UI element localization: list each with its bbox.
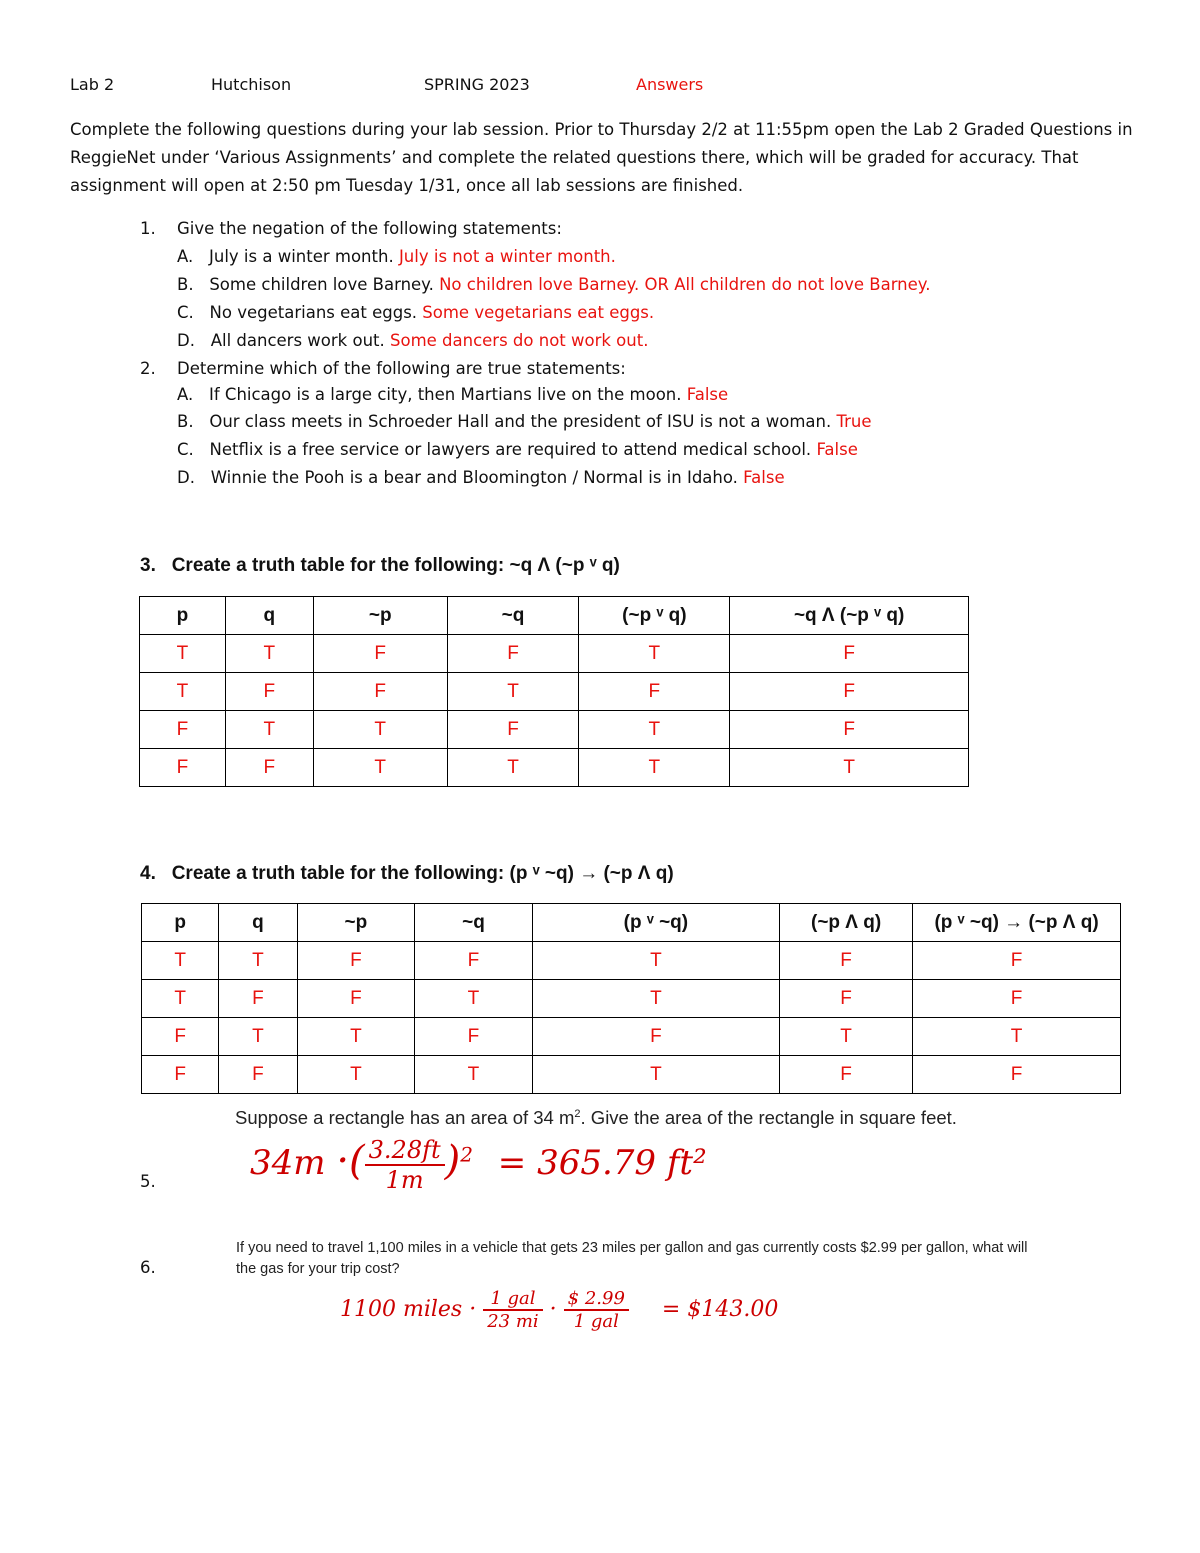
table-row (142, 1018, 1121, 1056)
q4-title (140, 863, 674, 885)
q2-a-letter: A. (177, 385, 194, 404)
table-cell: F (140, 711, 226, 749)
q2-d-letter: D. (177, 468, 195, 487)
table-cell: T (297, 1018, 415, 1056)
table-cell: F (225, 673, 313, 711)
table-cell: F (730, 711, 969, 749)
q2-d-statement: Winnie the Pooh is a bear and Bloomington / Normal is in Idaho. (210, 468, 738, 487)
q2-item-c (177, 440, 858, 459)
table-cell: F (913, 980, 1121, 1018)
instructor-name: Hutchison (211, 75, 292, 94)
answers-label: Answers (636, 75, 704, 94)
header-cell: ~q (415, 904, 533, 942)
table-cell: F (225, 749, 313, 787)
table-cell: F (313, 673, 447, 711)
table-cell: T (142, 980, 219, 1018)
q1-item-a (177, 247, 616, 266)
table-cell: T (225, 635, 313, 673)
table-cell: T (730, 749, 969, 787)
q1-b-letter: B. (177, 275, 194, 294)
table-cell: T (579, 711, 730, 749)
q1-b-statement: Some children love Barney. (209, 275, 434, 294)
q2-a-answer: False (686, 385, 729, 404)
table-cell: T (297, 1056, 415, 1094)
q1-c-letter: C. (177, 303, 194, 322)
header-cell: (p ᵛ ~q) → (~p Λ q) (913, 904, 1121, 942)
table-cell: F (532, 1018, 779, 1056)
table-cell: F (142, 1018, 219, 1056)
q5-conversion-fraction (365, 1136, 445, 1194)
table-row (140, 749, 969, 787)
q1-number: 1. (140, 219, 156, 238)
header-cell: q (225, 597, 313, 635)
table-cell: T (225, 711, 313, 749)
table-cell: T (913, 1018, 1121, 1056)
table-cell: F (313, 635, 447, 673)
q1-d-letter: D. (177, 331, 195, 350)
table-cell: T (219, 942, 297, 980)
table-cell: T (532, 980, 779, 1018)
q1-item-c (177, 303, 654, 322)
q1-prompt: Give the negation of the following statements: (177, 219, 562, 238)
table-cell: F (780, 980, 913, 1018)
table-cell: F (447, 711, 579, 749)
q4-number: 4. (140, 863, 156, 884)
truth-table-q3 (139, 596, 969, 787)
q2-item-a (177, 385, 728, 404)
q5-open-paren: ·( (336, 1138, 365, 1184)
table-cell: F (780, 1056, 913, 1094)
q6-number: 6. (140, 1258, 156, 1277)
q6-f1-numerator: 1 gal (483, 1288, 542, 1311)
q2-prompt: Determine which of the following are true statements: (177, 359, 626, 378)
q5-close-paren: ) (444, 1138, 461, 1184)
table-cell: T (219, 1018, 297, 1056)
q1-a-answer: July is not a winter month. (398, 247, 616, 266)
table-cell: T (532, 942, 779, 980)
q6-f1-denominator: 23 mi (487, 1311, 539, 1332)
q5-exponent: 2 (460, 1142, 473, 1167)
q6-fraction-2 (564, 1288, 629, 1332)
table-row (142, 1056, 1121, 1094)
table-cell: F (730, 635, 969, 673)
q4-title-text: Create a truth table for the following: (p ᵛ ~q) → (~p Λ q) (171, 863, 674, 884)
table-cell: T (142, 942, 219, 980)
q5-fraction-denominator: 1m (385, 1166, 424, 1194)
q2-c-answer: False (816, 440, 858, 459)
q5-handwritten-work (250, 1136, 707, 1194)
q6-f2-denominator: 1 gal (573, 1311, 619, 1332)
table-cell: T (140, 673, 226, 711)
table-cell: F (579, 673, 730, 711)
q1-b-answer: No children love Barney. OR All children do not love Barney. (439, 275, 931, 294)
table-cell: T (415, 980, 533, 1018)
table-row (142, 942, 1121, 980)
q2-c-statement: Netflix is a free service or lawyers are required to attend medical school. (209, 440, 812, 459)
table-row (140, 635, 969, 673)
q1-c-statement: No vegetarians eat eggs. (209, 303, 418, 322)
q3-number: 3. (140, 555, 156, 576)
table-cell: T (579, 749, 730, 787)
q5-prompt-superscript: 2 (574, 1107, 581, 1120)
header-cell: (~p Λ q) (780, 904, 913, 942)
table-cell: F (415, 1018, 533, 1056)
q2-b-letter: B. (177, 412, 194, 431)
header-cell: q (219, 904, 297, 942)
table-header-row (140, 597, 969, 635)
q2-a-statement: If Chicago is a large city, then Martians live on the moon. (209, 385, 682, 404)
table-cell: F (913, 942, 1121, 980)
q6-f2-numerator: $ 2.99 (564, 1288, 629, 1311)
term-label: SPRING 2023 (424, 75, 530, 94)
q1-a-letter: A. (177, 247, 194, 266)
table-row (140, 673, 969, 711)
table-cell: T (532, 1056, 779, 1094)
q5-fraction-numerator: 3.28ft (365, 1136, 445, 1166)
q5-result: = 365.79 ft² (497, 1143, 707, 1183)
header-cell: (p ᵛ ~q) (532, 904, 779, 942)
table-cell: F (415, 942, 533, 980)
q1-d-answer: Some dancers do not work out. (390, 331, 649, 350)
table-cell: T (447, 749, 579, 787)
table-cell: F (140, 749, 226, 787)
q1-item-b (177, 275, 930, 294)
table-cell: T (415, 1056, 533, 1094)
table-cell: F (219, 980, 297, 1018)
q5-prompt-before: Suppose a rectangle has an area of 34 m (235, 1107, 575, 1128)
q1-d-statement: All dancers work out. (210, 331, 385, 350)
intro-paragraph: Complete the following questions during your lab session. Prior to Thursday 2/2 at 11:55pm open the Lab 2 Graded Questions in ReggieNet under ‘Various Assignments’ and complete the related questions there, which will be graded for accuracy. That assignment will open at 2:50 pm Tuesday 1/31, once all lab sessions are finished. (70, 120, 1133, 195)
q2-d-answer: False (743, 468, 785, 487)
q2-c-letter: C. (177, 440, 194, 459)
q6-work-lead: 1100 miles (340, 1297, 463, 1322)
table-cell: F (219, 1056, 297, 1094)
table-row (140, 711, 969, 749)
table-cell: F (447, 635, 579, 673)
table-row (142, 980, 1121, 1018)
table-cell: T (780, 1018, 913, 1056)
lab-label: Lab 2 (70, 75, 115, 94)
table-cell: T (313, 711, 447, 749)
table-cell: T (140, 635, 226, 673)
table-cell: T (313, 749, 447, 787)
header-cell: ~p (313, 597, 447, 635)
header-cell: ~p (297, 904, 415, 942)
q2-item-d (177, 468, 785, 487)
table-cell: T (579, 635, 730, 673)
q3-title (140, 555, 620, 577)
q3-title-text: Create a truth table for the following: ~q Λ (~p ᵛ q) (171, 555, 620, 576)
q5-work-lead: 34m (250, 1143, 326, 1183)
q5-number: 5. (140, 1172, 156, 1191)
q6-prompt: If you need to travel 1,100 miles in a vehicle that gets 23 miles per gallon and gas currently costs $2.99 per gallon, what will the gas for your trip cost? (236, 1240, 1028, 1277)
header-cell: ~q Λ (~p ᵛ q) (730, 597, 969, 635)
q5-prompt-after: . Give the area of the rectangle in square feet. (580, 1107, 957, 1128)
q1-a-statement: July is a winter month. (209, 247, 394, 266)
q6-fraction-1 (483, 1288, 542, 1332)
header-cell: p (142, 904, 219, 942)
table-cell: F (297, 980, 415, 1018)
table-cell: F (913, 1056, 1121, 1094)
q6-dot-2: · (542, 1297, 564, 1322)
q5-prompt (235, 1107, 957, 1129)
q6-result: = $143.00 (661, 1297, 779, 1322)
q6-handwritten-work (340, 1288, 778, 1332)
q2-item-b (177, 412, 872, 431)
header-cell: p (140, 597, 226, 635)
table-cell: F (780, 942, 913, 980)
q1-item-d (177, 331, 648, 350)
truth-table-q4 (141, 903, 1121, 1094)
header-cell: ~q (447, 597, 579, 635)
table-header-row (142, 904, 1121, 942)
table-cell: F (142, 1056, 219, 1094)
table-cell: T (447, 673, 579, 711)
q2-b-answer: True (836, 412, 872, 431)
header-cell: (~p ᵛ q) (579, 597, 730, 635)
q6-dot-1: · (462, 1297, 484, 1322)
q1-c-answer: Some vegetarians eat eggs. (422, 303, 655, 322)
q2-number: 2. (140, 359, 156, 378)
table-cell: F (730, 673, 969, 711)
q2-b-statement: Our class meets in Schroeder Hall and the president of ISU is not a woman. (209, 412, 832, 431)
table-cell: F (297, 942, 415, 980)
